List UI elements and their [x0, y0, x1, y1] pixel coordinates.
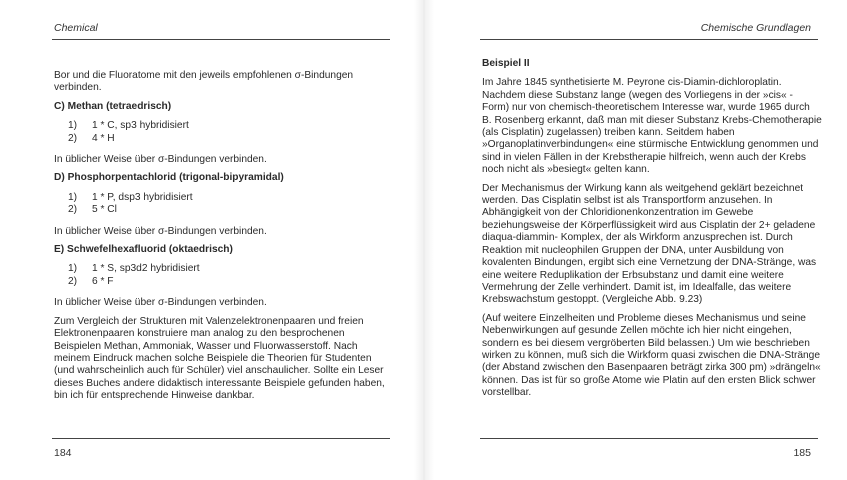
right-bottom-rule [480, 438, 818, 439]
right-body-text [482, 58, 822, 406]
item-number: 1) [68, 120, 78, 132]
item-list [68, 263, 388, 288]
section-heading: D) Phosphorpentachlorid (trigonal-bipyramidal) [54, 172, 284, 184]
section-phosphorpentachlorid [54, 172, 388, 238]
left-page-number: 184 [54, 447, 72, 459]
list-item [68, 192, 388, 204]
item-list [68, 120, 388, 145]
list-item [68, 120, 388, 132]
section-heading: E) Schwefelhexafluorid (oktaedrisch) [54, 244, 233, 256]
item-number: 2) [68, 204, 78, 216]
section-note: In üblicher Weise über σ-Bindungen verbinden. [54, 297, 267, 309]
item-text: 1 * C, sp3 hybridisiert [92, 120, 189, 132]
left-running-head: Chemical [54, 22, 98, 34]
list-item [68, 204, 388, 216]
right-running-head: Chemische Grundlagen [700, 22, 811, 34]
section-schwefelhexafluorid [54, 244, 388, 310]
section-note: In üblicher Weise über σ-Bindungen verbinden. [54, 154, 267, 166]
list-item [68, 276, 388, 288]
item-text: 4 * H [92, 132, 115, 144]
section-heading: C) Methan (tetraedrisch) [54, 100, 172, 112]
example-heading: Beispiel II [482, 58, 530, 69]
closing-paragraph: Zum Vergleich der Strukturen mit Valenzelektronenpaaren und freien Elektronenpaaren konstruiere man analog zu den besprochenen Beispielen Methan, Ammoniak, Wasser und Fluorwasserstoff. Nach meinem Eindruck machen solche Beispiele die Theorien für Studenten (und wahrscheinlich auch für Schüler) viel anschaulicher. Sollte ein Leser dieses Buches andere didaktisch interessante Beispiele gefunden haben, bin ich für entsprechende Hinweise dankbar. [54, 315, 385, 402]
item-number: 1) [68, 263, 78, 275]
section-note: In üblicher Weise über σ-Bindungen verbinden. [54, 225, 267, 237]
paragraph: (Auf weitere Einzelheiten und Probleme dieses Mechanismus und seine Nebenwirkungen auf gesunde Zellen möchte ich hier nicht eingehen, sondern es bei diesem vergröberten Bild belassen.) Um wie beschrieben wirken zu können, muß sich die Wirkform quasi zwischen die DNA-Stränge (der Abstand zwischen den Basenpaaren beträgt zirka 300 pm) »drängeln« können. Das ist für so große Atome wie Platin auf den ersten Blick schwer vorstellbar. [482, 312, 821, 399]
left-page [0, 0, 423, 480]
intro-paragraph: Bor und die Fluoratome mit den jeweils empfohlenen σ-Bindungen verbinden. [54, 70, 354, 94]
item-number: 2) [68, 275, 78, 287]
left-bottom-rule [52, 438, 390, 439]
item-text: 1 * P, dsp3 hybridisiert [92, 191, 193, 203]
item-text: 1 * S, sp3d2 hybridisiert [92, 263, 200, 275]
item-number: 2) [68, 132, 78, 144]
right-page-number: 185 [793, 447, 811, 459]
list-item [68, 133, 388, 145]
right-page [424, 0, 847, 480]
left-body-text [54, 70, 388, 409]
paragraph: Im Jahre 1845 synthetisierte M. Peyrone cis-Diamin-dichloroplatin. Nachdem diese Substanz lange (wegen des Vorliegens in der »cis« - Form) nur von chemisch-theoretischem Interesse war, wurde 1965 durch B. Rosenberg erkannt, daß man mit dieser Substanz Krebs-Chemotherapie (als Cisplatin) zugelassen) treiben kann. Seitdem haben »Organoplatinverbindungen« eine stürmische Entwicklung genommen und sind in vielen Fällen in der Krebstherapie hilfreich, wenn auch der Krebs noch nicht als »besiegt« gelten kann. [482, 77, 822, 176]
section-methan [54, 101, 388, 167]
paragraph: Der Mechanismus der Wirkung kann als weitgehend geklärt bezeichnet werden. Das Cisplatin selbst ist als Transportform anzusehen. In Abhängigkeit von der Chloridionenkonzentration im Gewebe beziehungsweise der Körperflüssigkeit wird aus Cisplatin der 2+ geladene diaqua-diammin- Komplex, der als Wirkform anzusprechen ist. Durch Reaktion mit nucleophilen Gruppen der DNA, unter Ausbildung von kovalenten Bindungen, ergibt sich eine Vernetzung der DNA-Stränge, was eine weitere Reduplikation der Erbsubstanz und damit eine weitere Vermehrung der Zelle verhindert. Damit ist, im Idealfalle, das weitere Krebswachstum gestoppt. (Vergleiche Abb. 9.23) [482, 182, 817, 306]
item-list [68, 192, 388, 217]
item-text: 5 * Cl [92, 204, 117, 216]
list-item [68, 263, 388, 275]
right-top-rule [480, 39, 818, 40]
left-top-rule [52, 39, 390, 40]
item-text: 6 * F [92, 275, 114, 287]
item-number: 1) [68, 191, 78, 203]
